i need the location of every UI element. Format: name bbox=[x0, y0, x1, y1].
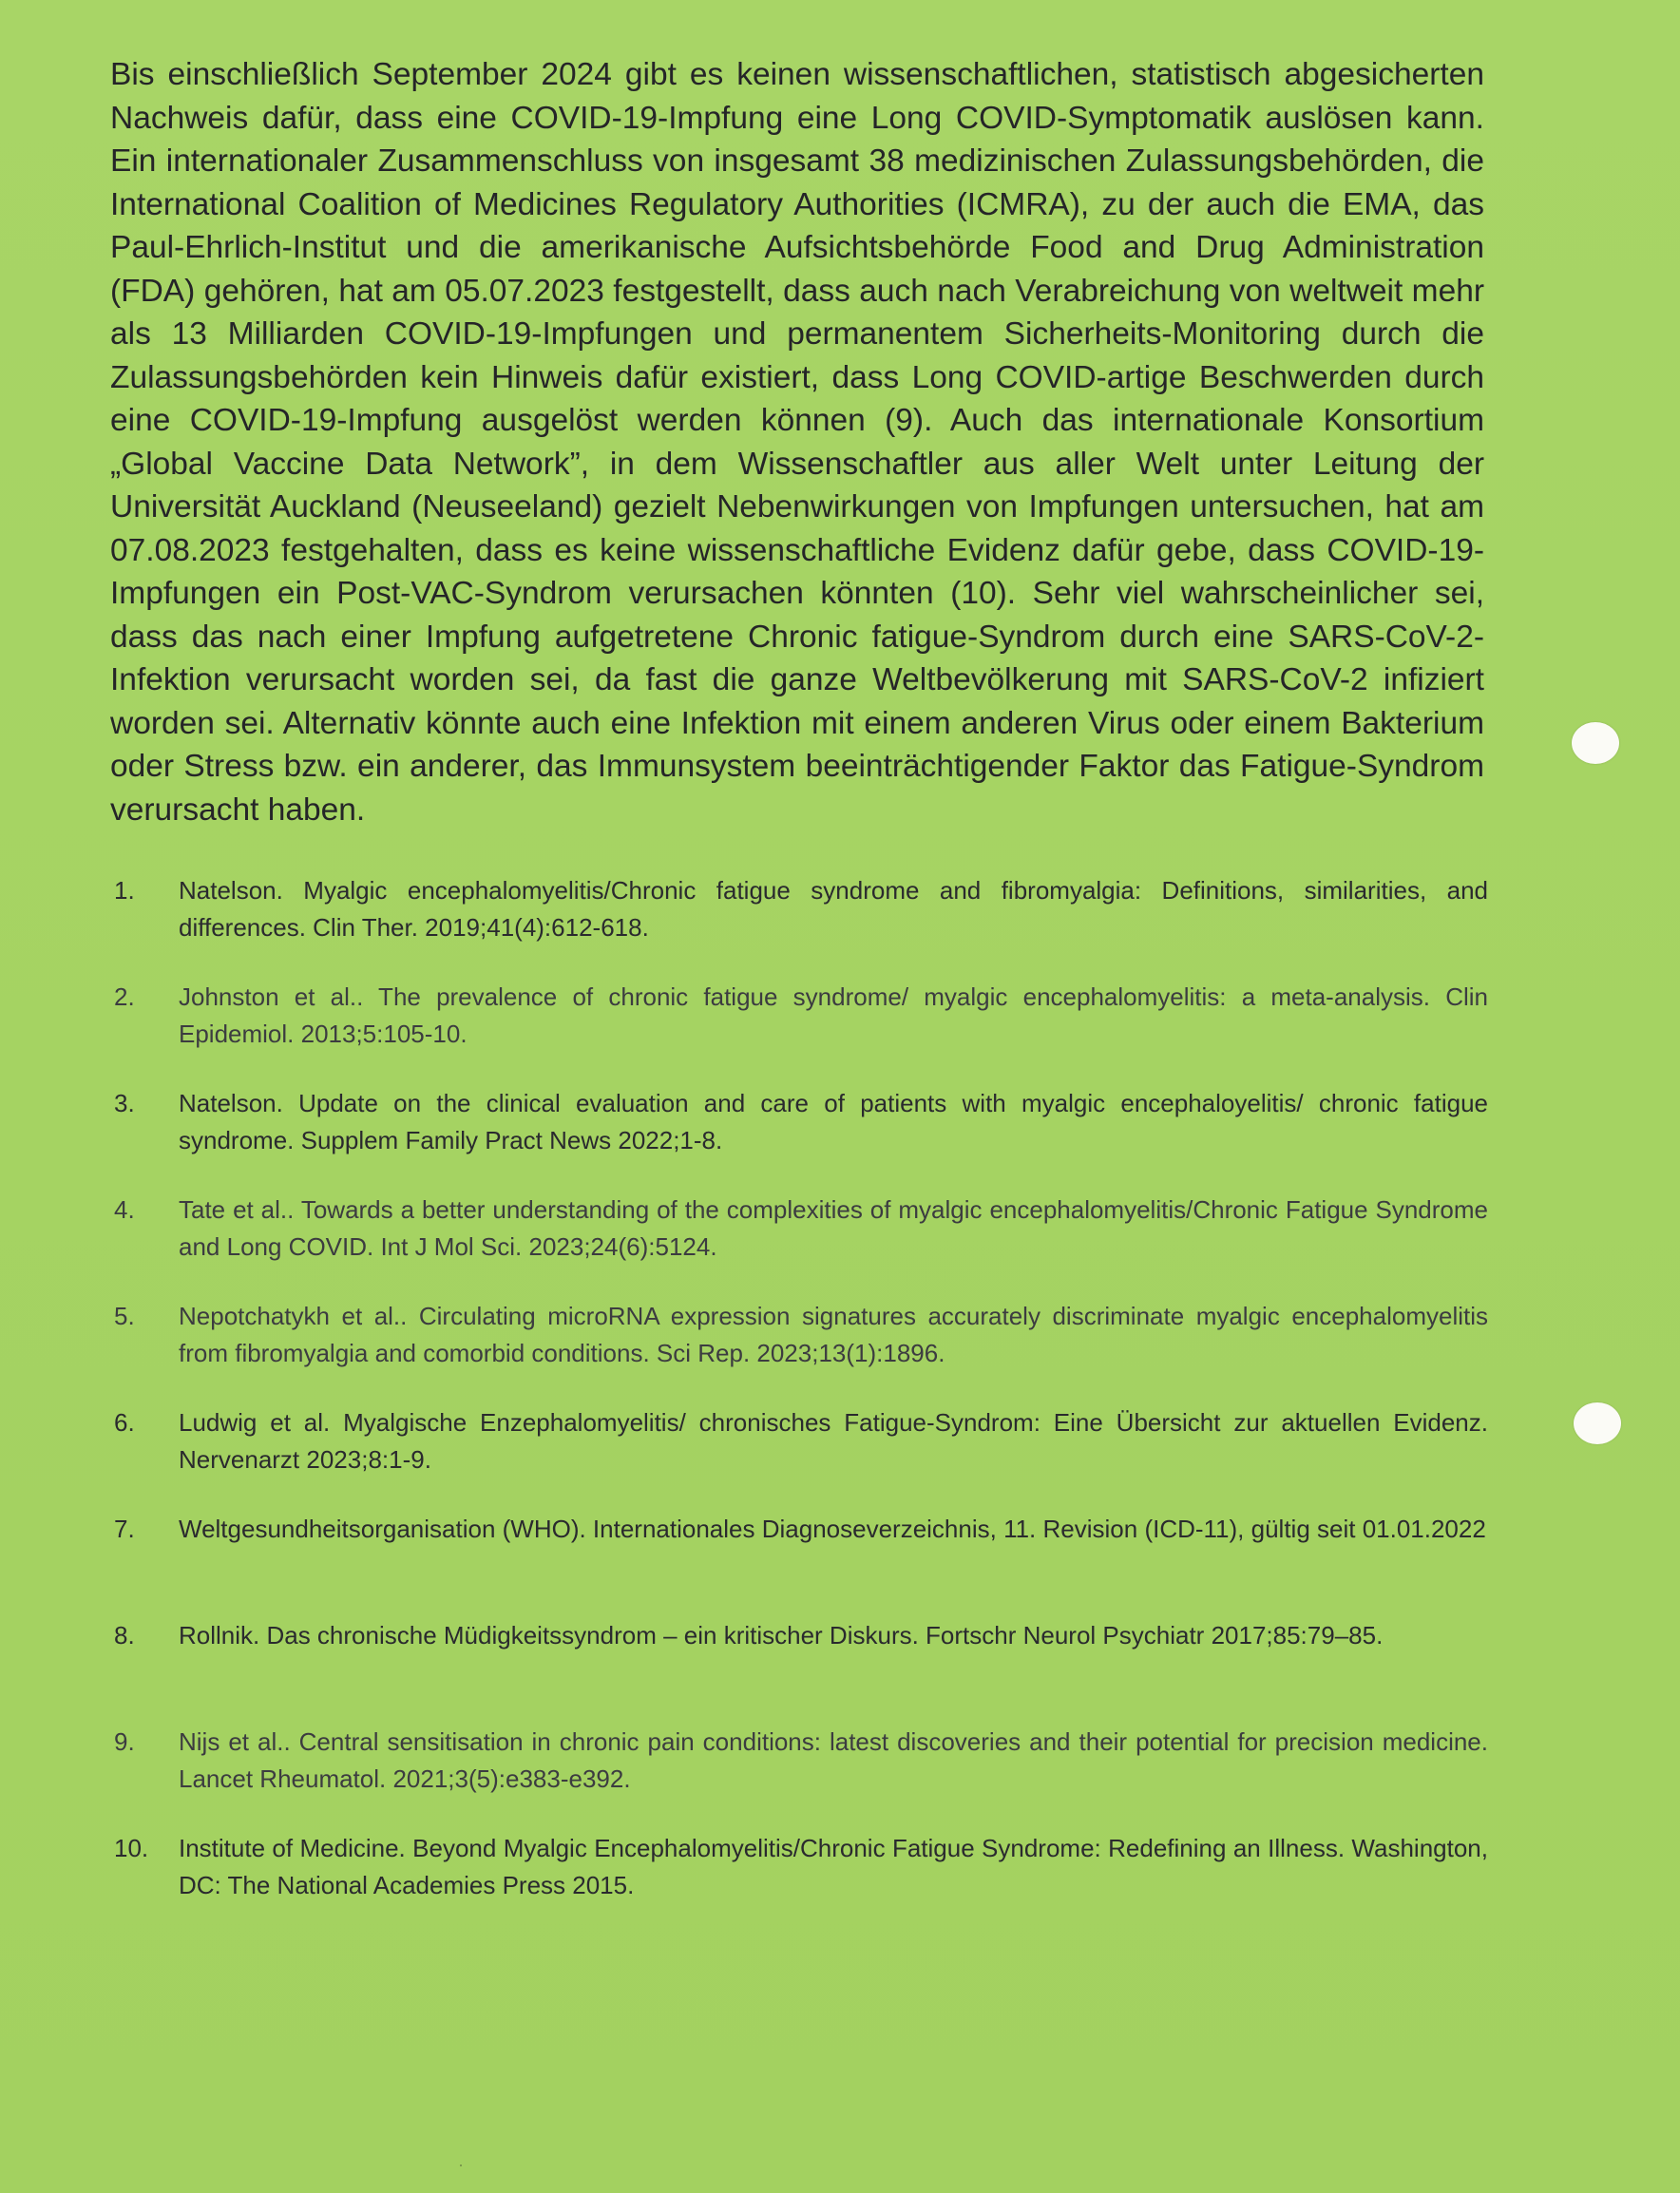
reference-item bbox=[114, 1617, 1488, 1724]
reference-number: 1. bbox=[114, 876, 135, 905]
reference-number: 8. bbox=[114, 1621, 135, 1650]
reference-item bbox=[114, 1192, 1488, 1298]
reference-item bbox=[114, 979, 1488, 1085]
reference-item bbox=[114, 1404, 1488, 1511]
reference-list bbox=[114, 872, 1488, 1936]
reference-item bbox=[114, 1511, 1488, 1617]
reference-item bbox=[114, 1830, 1488, 1936]
punch-hole bbox=[1574, 1402, 1621, 1444]
punch-hole bbox=[1572, 722, 1619, 764]
reference-text: Ludwig et al. Myalgische Enzephalomyelitis/ chronisches Fatigue-Syndrom: Eine Übersicht zur aktuellen Evidenz. Nervenarzt 2023;8:1-9. bbox=[179, 1408, 1488, 1474]
reference-number: 3. bbox=[114, 1089, 135, 1117]
reference-item bbox=[114, 872, 1488, 979]
reference-number: 7. bbox=[114, 1515, 135, 1543]
reference-text: Weltgesundheitsorganisation (WHO). Internationales Diagnoseverzeichnis, 11. Revision (ICD-11), gültig seit 01.01.2022 bbox=[179, 1515, 1486, 1543]
reference-item bbox=[114, 1298, 1488, 1404]
reference-number: 10. bbox=[114, 1834, 149, 1862]
main-paragraph: Bis einschließlich September 2024 gibt es keinen wissenschaftlichen, statistisch abgesicherten Nachweis dafür, dass eine COVID-19-Impfung eine Long COVID-Symptomatik auslösen kann. Ein internationaler Zusammenschluss von insgesamt 38 medizinischen Zulassungsbehörden, die International Coalition of Medicines Regulatory Authorities (ICMRA), zu der auch die EMA, das Paul-Ehrlich-Institut und die amerikanische Aufsichtsbehörde Food and Drug Administration (FDA) gehören, hat am 05.07.2023 festgestellt, dass auch nach Verabreichung von weltweit mehr als 13 Milliarden COVID-19-Impfungen und permanentem Sicherheits-Monitoring durch die Zulassungsbehörden kein Hinweis dafür existiert, dass Long COVID-artige Beschwerden durch eine COVID-19-Impfung ausgelöst werden können (9). Auch das internationale Konsortium „Global Vaccine Data Network”, in dem Wissenschaftler aus aller Welt unter Leitung der Universität Auckland (Neuseeland) gezielt Nebenwirkungen von Impfungen untersuchen, hat am 07.08.2023 festgehalten, dass es keine wissenschaftliche Evidenz dafür gebe, dass COVID-19-Impfungen ein Post-VAC-Syndrom verursachen könnten (10). Sehr viel wahrscheinlicher sei, dass das nach einer Impfung aufgetretene Chronic fatigue-Syndrom durch eine SARS-CoV-2-Infektion verursacht worden sei, da fast die ganze Weltbevölkerung mit SARS-CoV-2 infiziert worden sei. Alternativ könnte auch eine Infektion mit einem anderen Virus oder einem Bakterium oder Stress bzw. ein anderer, das Immunsystem beeinträchtigender Faktor das Fatigue-Syndrom verursacht haben. bbox=[110, 57, 1484, 828]
reference-text: Rollnik. Das chronische Müdigkeitssyndrom – ein kritischer Diskurs. Fortschr Neurol Psychiatr 2017;85:79–85. bbox=[179, 1621, 1384, 1650]
reference-item bbox=[114, 1085, 1488, 1192]
reference-number: 4. bbox=[114, 1195, 135, 1224]
reference-text: Nepotchatykh et al.. Circulating microRNA expression signatures accurately discriminate myalgic encephalomyelitis from fibromyalgia and comorbid conditions. Sci Rep. 2023;13(1):1896. bbox=[179, 1302, 1488, 1367]
reference-number: 2. bbox=[114, 982, 135, 1011]
reference-text: Nijs et al.. Central sensitisation in chronic pain conditions: latest discoveries and their potential for precision medicine. Lancet Rheumatol. 2021;3(5):e383-e392. bbox=[179, 1727, 1488, 1793]
reference-text: Johnston et al.. The prevalence of chronic fatigue syndrome/ myalgic encephalomyelitis: a meta-analysis. Clin Epidemiol. 2013;5:105-10. bbox=[179, 982, 1488, 1048]
reference-text: Institute of Medicine. Beyond Myalgic Encephalomyelitis/Chronic Fatigue Syndrome: Redefining an Illness. Washington, DC: The National Academies Press 2015. bbox=[179, 1834, 1488, 1899]
scan-speck bbox=[460, 2164, 462, 2166]
reference-number: 6. bbox=[114, 1408, 135, 1437]
reference-text: Natelson. Myalgic encephalomyelitis/Chronic fatigue syndrome and fibromyalgia: Definitions, similarities, and differences. Clin Ther. 2019;41(4):612-618. bbox=[179, 876, 1488, 942]
reference-text: Natelson. Update on the clinical evaluation and care of patients with myalgic encephaloyelitis/ chronic fatigue syndrome. Supplem Family Pract News 2022;1-8. bbox=[179, 1089, 1488, 1154]
reference-item bbox=[114, 1724, 1488, 1830]
reference-text: Tate et al.. Towards a better understanding of the complexities of myalgic encephalomyelitis/Chronic Fatigue Syndrome and Long COVID. Int J Mol Sci. 2023;24(6):5124. bbox=[179, 1195, 1488, 1261]
reference-number: 5. bbox=[114, 1302, 135, 1330]
reference-number: 9. bbox=[114, 1727, 135, 1756]
